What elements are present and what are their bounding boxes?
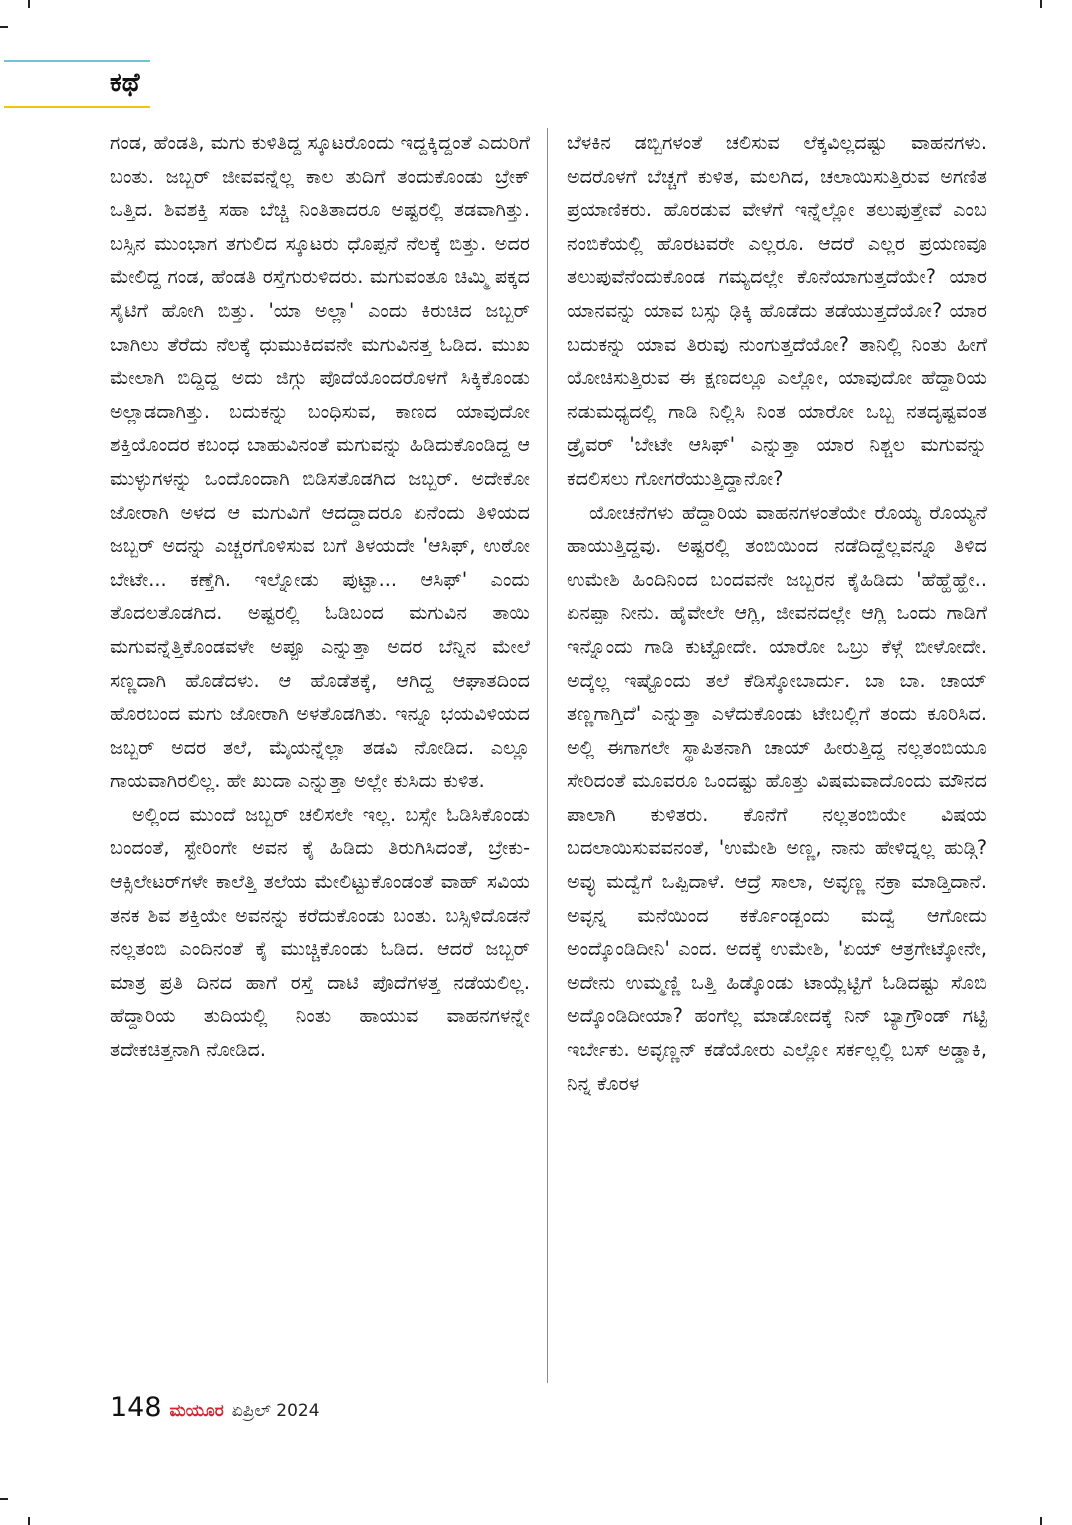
paragraph: ಗಂಡ, ಹೆಂಡತಿ, ಮಗು ಕುಳಿತಿದ್ದ ಸ್ಕೂಟರೊಂದು ಇದ್ದಕ್ಕಿದ್ದಂತೆ ಎದುರಿಗೆ ಬಂತು. ಜಬ್ಬರ್ ಜೀವವನ್ನೆಲ್ಲ ಕಾಲ ತುದಿಗೆ ತಂದುಕೊಂಡು ಬ್ರೇಕ್ ಒತ್ತಿದ. ಶಿವಶಕ್ತಿ ಸಹಾ ಬೆಚ್ಚಿ ನಿಂತಿತಾದರೂ ಅಷ್ಟರಲ್ಲಿ ತಡವಾಗಿತ್ತು. ಬಸ್ಸಿನ ಮುಂಭಾಗ ತಗುಲಿದ ಸ್ಕೂಟರು ಧೊಪ್ಪನೆ ನೆಲಕ್ಕೆ ಬಿತ್ತು. ಅದರ ಮೇಲಿದ್ದ ಗಂಡ, ಹೆಂಡತಿ ರಸ್ತೆಗುರುಳಿದರು. ಮಗುವಂತೂ ಚಿಮ್ಮಿ ಪಕ್ಕದ ಸೈಟಿಗೆ ಹೋಗಿ ಬಿತ್ತು. 'ಯಾ ಅಲ್ಲಾ' ಎಂದು ಕಿರುಚಿದ ಜಬ್ಬರ್ ಬಾಗಿಲು ತೆರೆದು ನೆಲಕ್ಕೆ ಧುಮುಕಿದವನೇ ಮಗುವಿನತ್ತ ಓಡಿದ. ಮುಖ ಮೇಲಾಗಿ ಬಿದ್ದಿದ್ದ ಅದು ಜಿಗ್ಗು ಪೊದೆಯೊಂದರೊಳಗೆ ಸಿಕ್ಕಿಕೊಂಡು ಅಲ್ಲಾಡದಾಗಿತ್ತು. ಬದುಕನ್ನು ಬಂಧಿಸುವ, ಕಾಣದ ಯಾವುದೋ ಶಕ್ತಿಯೊಂದರ ಕಬಂಧ ಬಾಹುವಿನಂತೆ ಮಗುವನ್ನು ಹಿಡಿದುಕೊಂಡಿದ್ದ ಆ ಮುಳ್ಳುಗಳನ್ನು ಒಂದೊಂದಾಗಿ ಬಿಡಿಸತೊಡಗಿದ ಜಬ್ಬರ್. ಅದೇಕೋ ಜೋರಾಗಿ ಅಳದ ಆ ಮಗುವಿಗೆ ಆದದ್ದಾದರೂ ಏನೆಂದು ತಿಳಿಯದ ಜಬ್ಬರ್ ಅದನ್ನು ಎಚ್ಚರಗೊಳಿಸುವ ಬಗೆ ತಿಳಯದೇ 'ಆಸಿಫ್, ಉಠೋ ಬೇಟೇ... ಕಣ್ತೆಗಿ. ಇಲ್ನೋಡು ಪುಟ್ಟಾ... ಆಸಿಫ್' ಎಂದು ತೊದಲತೊಡಗಿದ. ಅಷ್ಟರಲ್ಲಿ ಓಡಿಬಂದ ಮಗುವಿನ ತಾಯಿ ಮಗುವನ್ನೆತ್ತಿಕೊಂಡವಳೇ ಅಪ್ಪೂ ಎನ್ನುತ್ತಾ ಅದರ ಬೆನ್ನಿನ ಮೇಲೆ ಸಣ್ಣದಾಗಿ ಹೊಡೆದಳು. ಆ ಹೊಡೆತಕ್ಕೆ, ಆಗಿದ್ದ ಆಘಾತದಿಂದ ಹೊರಬಂದ ಮಗು ಜೋರಾಗಿ ಅಳತೊಡಗಿತು. ಇನ್ನೂ ಭಯವಿಳಿಯದ ಜಬ್ಬರ್ ಅದರ ತಲೆ, ಮೈಯನ್ನೆಲ್ಲಾ ತಡವಿ ನೋಡಿದ. ಎಲ್ಲೂ ಗಾಯವಾಗಿರಲಿಲ್ಲ. ಹೇ ಖುದಾ ಎನ್ನುತ್ತಾ ಅಲ್ಲೇ ಕುಸಿದು ಕುಳಿತ. [110, 131, 530, 793]
text-column-left [110, 126, 530, 1382]
section-rule-top [4, 60, 150, 62]
issue-date: ಏಪ್ರಿಲ್ 2024 [231, 1401, 320, 1421]
crop-mark-top-right [1040, 0, 1042, 8]
magazine-name: ಮಯೂರ [169, 1401, 224, 1421]
page-footer [110, 1392, 320, 1426]
paragraph: ಯೋಚನೆಗಳು ಹೆದ್ದಾರಿಯ ವಾಹನಗಳಂತೆಯೇ ರೊಯ್ಯ ರೊಯ್ಯನೆ ಹಾಯುತ್ತಿದ್ದವು. ಅಷ್ಟರಲ್ಲಿ ತಂಬಿಯಿಂದ ನಡೆದಿದ್ದೆಲ್ಲವನ್ನೂ ತಿಳಿದ ಉಮೇಶಿ ಹಿಂದಿನಿಂದ ಬಂದವನೇ ಜಬ್ಬರನ ಕೈಹಿಡಿದು 'ಹೆಹ್ಹೆಹ್ಹೇ.. ಏನಪ್ಪಾ ನೀನು. ಹೈವೇಲೇ ಆಗ್ಲಿ, ಜೀವನದಲ್ಲೇ ಆಗ್ಲಿ ಒಂದು ಗಾಡಿಗೆ ಇನ್ನೊಂದು ಗಾಡಿ ಕುಟ್ಟೋದೇ. ಯಾರೋ ಒಬ್ರು ಕೆಳ್ಗೆ ಬೀಳೋದೇ. ಅದ್ಕೆಲ್ಲ ಇಷ್ಟೊಂದು ತಲೆ ಕೆಡಿಸ್ಕೋಬಾರ್ದು. ಬಾ ಬಾ. ಚಾಯ್ ತಣ್ಣಗಾಗ್ತಿದೆ' ಎನ್ನುತ್ತಾ ಎಳೆದುಕೊಂಡು ಟೇಬಲ್ಲಿಗೆ ತಂದು ಕೂರಿಸಿದ. ಅಲ್ಲಿ ಈಗಾಗಲೇ ಸ್ಥಾಪಿತನಾಗಿ ಚಾಯ್ ಹೀರುತ್ತಿದ್ದ ನಲ್ಲತಂಬಿಯೂ ಸೇರಿದಂತೆ ಮೂವರೂ ಒಂದಷ್ಟು ಹೊತ್ತು ವಿಷಮವಾದೊಂದು ಮೌನದ ಪಾಲಾಗಿ ಕುಳಿತರು. ಕೊನೆಗೆ ನಲ್ಲತಂಬಿಯೇ ವಿಷಯ ಬದಲಾಯಿಸುವವನಂತೆ, 'ಉಮೇಶಿ ಅಣ್ಣ, ನಾನು ಹೇಳಿದ್ನಲ್ಲ ಹುಡ್ಗಿ? ಅವ್ಳು ಮದ್ವೆಗೆ ಒಪ್ಪಿದಾಳೆ. ಆದ್ರೆ ಸಾಲಾ, ಅವ್ಳಣ್ಣ ನಕ್ರಾ ಮಾಡ್ತಿದಾನೆ. ಅವ್ಳನ್ನ ಮನೆಯಿಂದ ಕರ್ಕೊಂಡ್ಬಂದು ಮದ್ವೆ ಆಗೋದು ಅಂದ್ಕೊಂಡಿದೀನಿ' ಎಂದ. ಅದಕ್ಕೆ ಉಮೇಶಿ, 'ಏಯ್ ಆತ್ರಗೇಟ್ಕೋನೇ, ಅದೇನು ಉಮ್ಮಣ್ಣಿ ಒತ್ತಿ ಹಿಡ್ಕೊಂಡು ಟಾಯ್ಲೆಟ್ಟಿಗೆ ಓಡಿದಷ್ಟು ಸೊಬಿ ಅದ್ಕೊಂಡಿದೀಯಾ? ಹಂಗೆಲ್ಲ ಮಾಡೋದಕ್ಕೆ ನಿನ್ ಬ್ಯಾಗ್ರೌಂಡ್ ಗಟ್ಟಿ ಇರ್ಬೇಕು. ಅವ್ಳಣ್ಣನ್ ಕಡೆಯೋರು ಎಲ್ಲೋ ಸರ್ಕಲ್ಲಲ್ಲಿ ಬಸ್ ಅಡ್ಡಾಕಿ, ನಿನ್ನ ಕೊರಳ [567, 500, 987, 1095]
section-label: ಕಥೆ [110, 68, 140, 98]
crop-mark-top-left-side [0, 26, 8, 28]
paragraph: ಅಲ್ಲಿಂದ ಮುಂದೆ ಜಬ್ಬರ್ ಚಲಿಸಲೇ ಇಲ್ಲ. ಬಸ್ಸೇ ಓಡಿಸಿಕೊಂಡು ಬಂದಂತೆ, ಸ್ಟೇರಿಂಗೇ ಅವನ ಕೈ ಹಿಡಿದು ತಿರುಗಿಸಿದಂತೆ, ಬ್ರೇಕು-ಆಕ್ಸಿಲೇಟರ್‌ಗಳೇ ಕಾಲೆತ್ತಿ ತಲೆಯ ಮೇಲಿಟ್ಟುಕೊಂಡಂತೆ ವಾಹ್ ಸವಿಯ ತನಕ ಶಿವ ಶಕ್ತಿಯೇ ಅವನನ್ನು ಕರೆದುಕೊಂಡು ಬಂತು. ಬಸ್ಸಿಳಿದೊಡನೆ ನಲ್ಲತಂಬಿ ಎಂದಿನಂತೆ ಕೈ ಮುಚ್ಚಿಕೊಂಡು ಓಡಿದ. ಆದರೆ ಜಬ್ಬರ್ ಮಾತ್ರ ಪ್ರತಿ ದಿನದ ಹಾಗೆ ರಸ್ತೆ ದಾಟಿ ಪೊದೆಗಳತ್ತ ನಡೆಯಲಿಲ್ಲ. ಹೆದ್ದಾರಿಯ ತುದಿಯಲ್ಲಿ ನಿಂತು ಹಾಯುವ ವಾಹನಗಳನ್ನೇ ತದೇಕಚಿತ್ತನಾಗಿ ನೋಡಿದ. [110, 802, 530, 1062]
crop-mark-bottom-right [1040, 1517, 1042, 1525]
paragraph: ಬೆಳಕಿನ ಡಬ್ಬಿಗಳಂತೆ ಚಲಿಸುವ ಲೆಕ್ಕವಿಲ್ಲದಷ್ಟು ವಾಹನಗಳು. ಅದರೊಳಗೆ ಬೆಚ್ಚಗೆ ಕುಳಿತ, ಮಲಗಿದ, ಚಲಾಯಿಸುತ್ತಿರುವ ಅಗಣಿತ ಪ್ರಯಾಣಿಕರು. ಹೊರಡುವ ವೇಳೆಗೆ ಇನ್ನೆಲ್ಲೋ ತಲುಪುತ್ತೇವೆ ಎಂಬ ನಂಬಿಕೆಯಲ್ಲಿ ಹೊರಟವರೇ ಎಲ್ಲರೂ. ಆದರೆ ಎಲ್ಲರ ಪ್ರಯಣವೂ ತಲುಪುವೆನೆಂದುಕೊಂಡ ಗಮ್ಯದಲ್ಲೇ ಕೊನೆಯಾಗುತ್ತದೆಯೇ? ಯಾರ ಯಾನವನ್ನು ಯಾವ ಬಸ್ಸು ಢಿಕ್ಕಿ ಹೊಡೆದು ತಡೆಯುತ್ತದೆಯೋ? ಯಾರ ಬದುಕನ್ನು ಯಾವ ತಿರುವು ನುಂಗುತ್ತದೆಯೋ? ತಾನಿಲ್ಲಿ ನಿಂತು ಹೀಗೆ ಯೋಚಿಸುತ್ತಿರುವ ಈ ಕ್ಷಣದಲ್ಲೂ ಎಲ್ಲೋ, ಯಾವುದೋ ಹೆದ್ದಾರಿಯ ನಡುಮಧ್ಯದಲ್ಲಿ ಗಾಡಿ ನಿಲ್ಲಿಸಿ ನಿಂತ ಯಾರೋ ಒಬ್ಬ ನತದೃಷ್ಟವಂತ ಡ್ರೈವರ್ 'ಬೇಟೇ ಆಸಿಫ್' ಎನ್ನುತ್ತಾ ಯಾರ ನಿಶ್ಚಲ ಮಗುವನ್ನು ಕದಲಿಸಲು ಗೋಗರೆಯುತ್ತಿದ್ದಾನೋ? [567, 131, 987, 490]
section-rule-bottom [4, 106, 150, 108]
crop-mark-bottom-left-side [0, 1498, 8, 1500]
crop-mark-bottom-left [28, 1517, 30, 1525]
crop-mark-top-left [28, 0, 30, 8]
text-column-right [567, 126, 987, 1382]
column-divider [547, 128, 548, 1383]
page-number: 148 [110, 1392, 162, 1423]
